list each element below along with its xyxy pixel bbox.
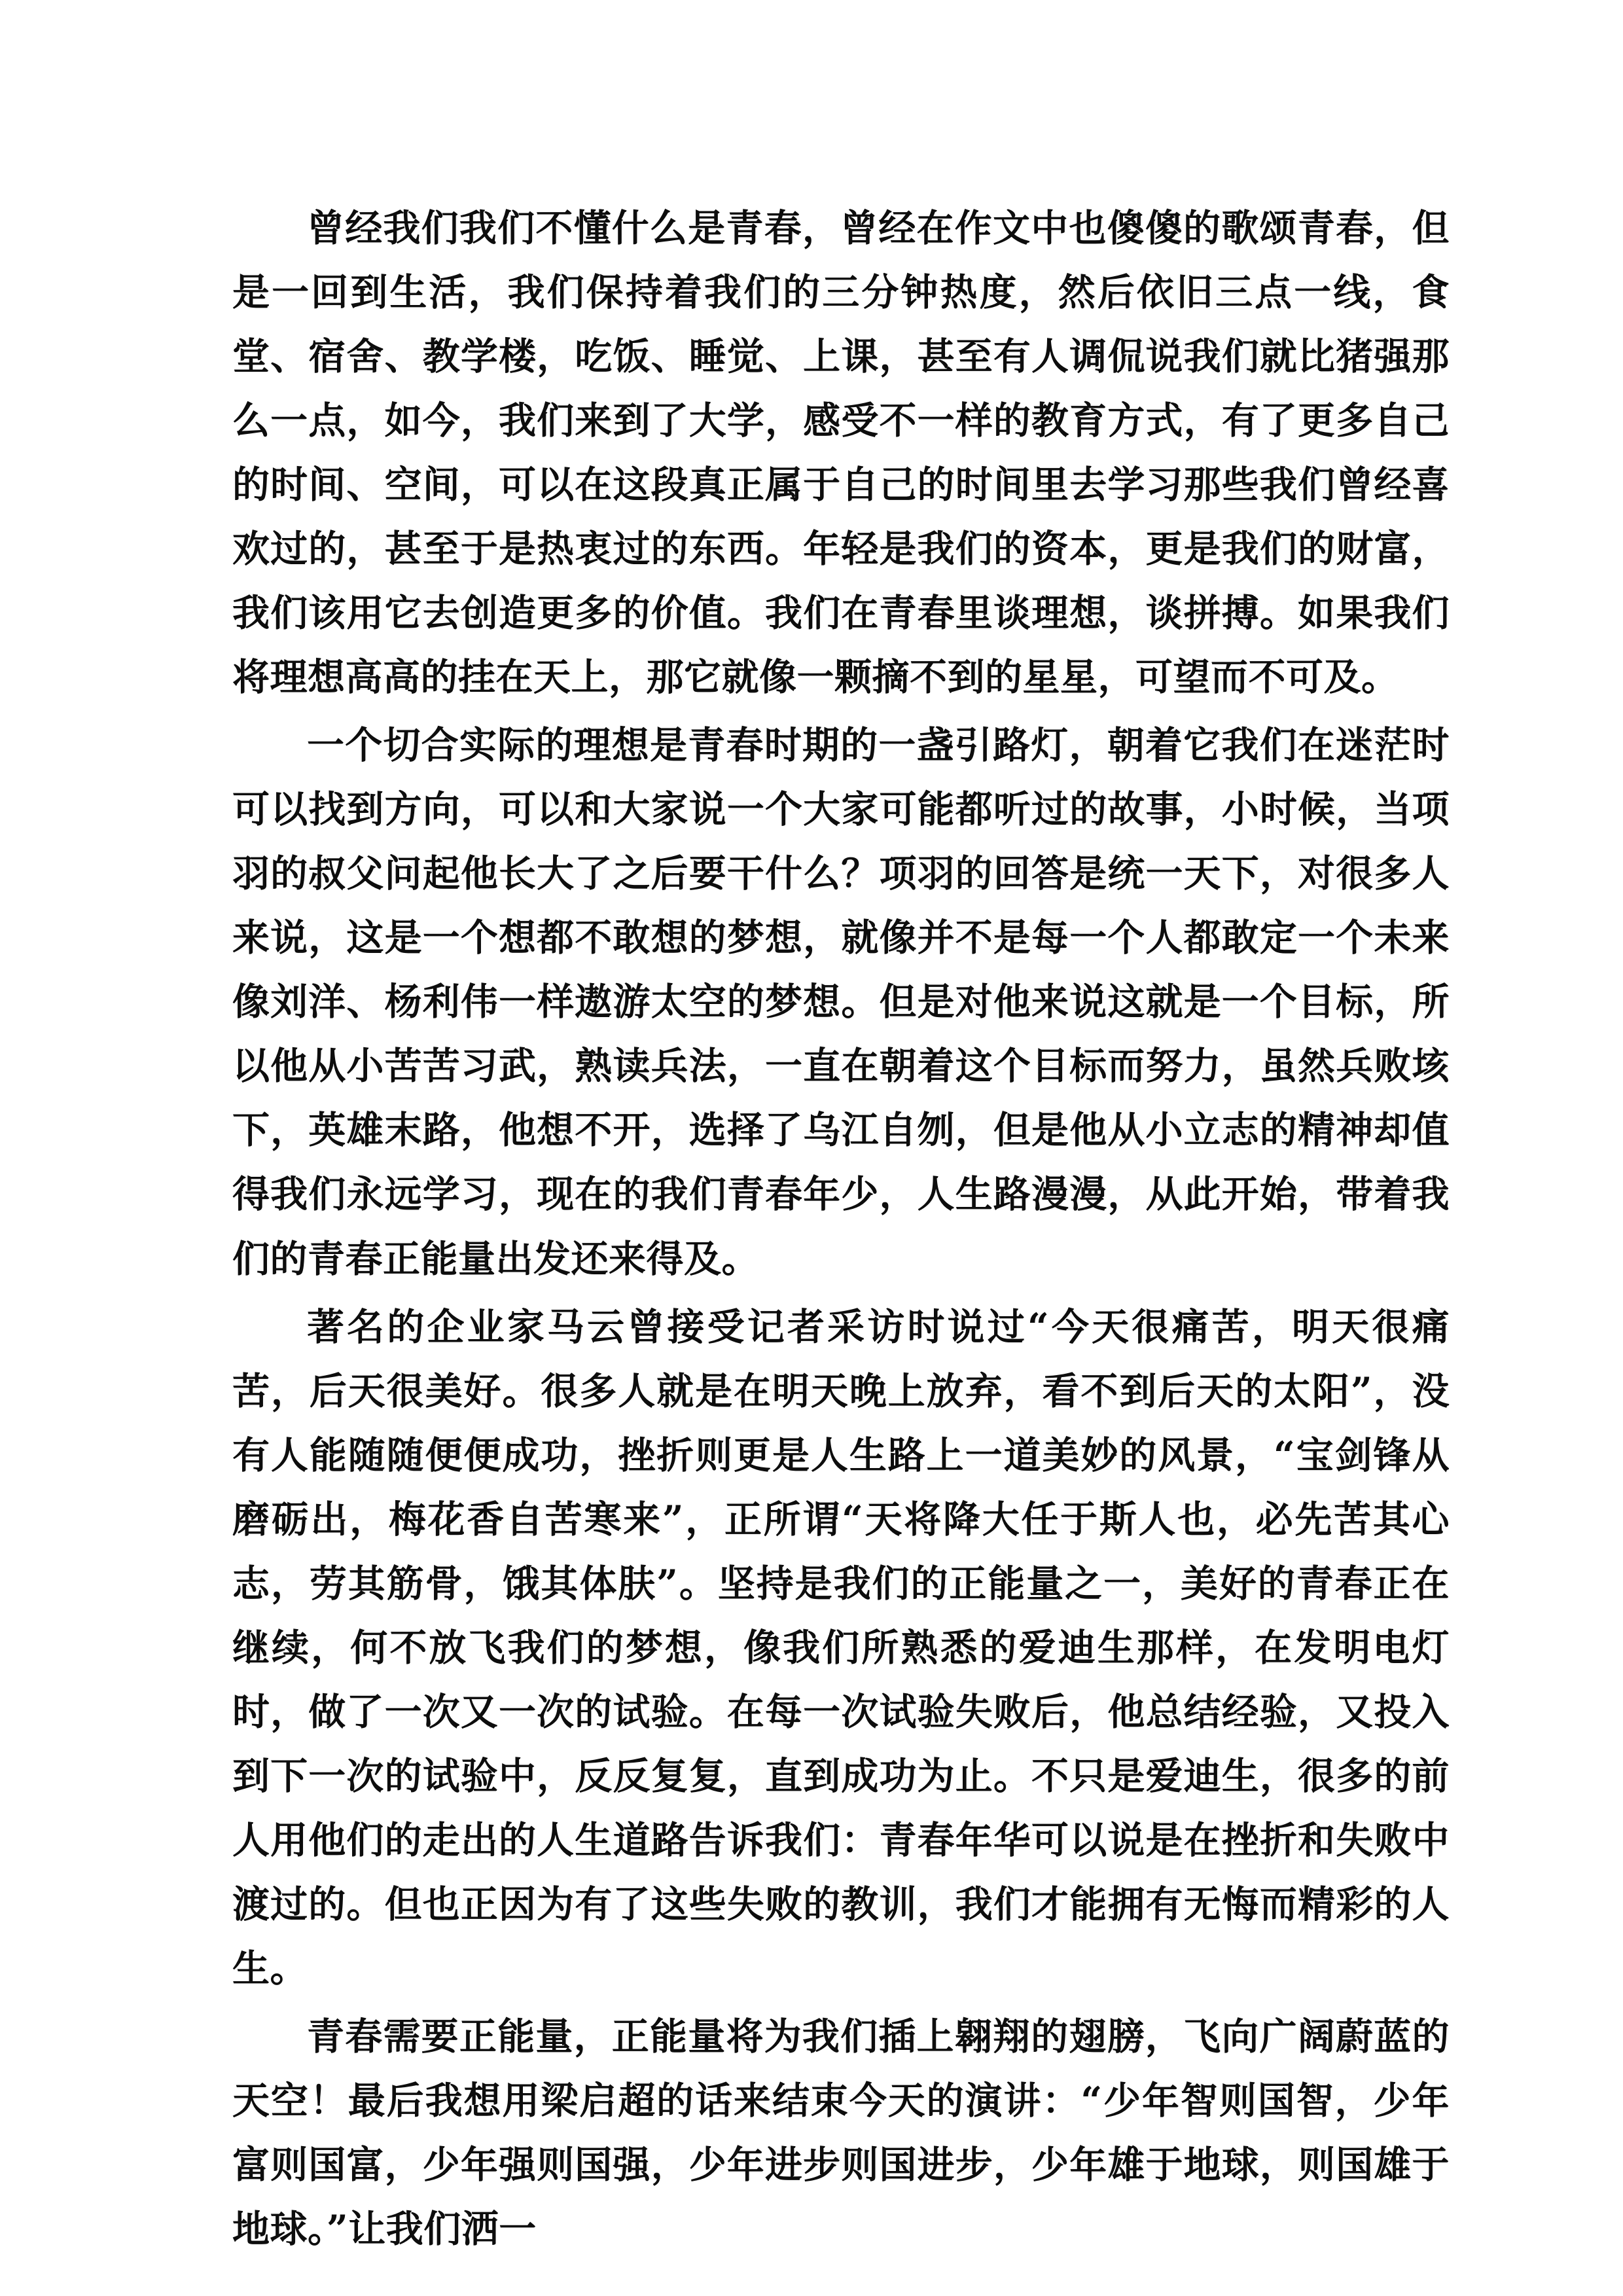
paragraph: 一个切合实际的理想是青春时期的一盏引路灯，朝着它我们在迷茫时可以找到方向，可以和大家说一个大家可能都听过的故事，小时候，当项羽的叔父问起他长大了之后要干什么？项羽的回答是统一天下，对很多人来说，这是一个想都不敢想的梦想，就像并不是每一个人都敢定一个未来像刘洋、杨利伟一样遨游太空的梦想。但是对他来说这就是一个目标，所以他从小苦苦习武，熟读兵法，一直在朝着这个目标而努力，虽然兵败垓下，英雄末路，他想不开，选择了乌江自刎，但是他从小立志的精神却值得我们永远学习，现在的我们青春年少，人生路漫漫，从此开始，带着我们的青春正能量出发还来得及。 — [232, 723, 1450, 1281]
paragraph: 著名的企业家马云曾接受记者采访时说过“今天很痛苦，明天很痛苦，后天很美好。很多人就是在明天晚上放弃，看不到后天的太阳”，没有人能随随便便成功，挫折则更是人生路上一道美妙的风景，“宝剑锋从磨砺出，梅花香自苦寒来”，正所谓“天将降大任于斯人也，必先苦其心志，劳其筋骨，饿其体肤”。坚持是我们的正能量之一，美好的青春正在继续，何不放飞我们的梦想，像我们所熟悉的爱迪生那样，在发明电灯时，做了一次又一次的试验。在每一次试验失败后，他总结经验，又投入到下一次的试验中，反反复复，直到成功为止。不只是爱迪生，很多的前人用他们的走出的人生道路告诉我们：青春年华可以说是在挫折和失败中渡过的。但也正因为有了这些失败的教训，我们才能拥有无悔而精彩的人生。 — [232, 1304, 1450, 1990]
document-body — [232, 196, 1450, 2261]
paragraph: 青春需要正能量，正能量将为我们插上翱翔的翅膀，飞向广阔蔚蓝的天空！最后我想用梁启超的话来结束今天的演讲：“少年智则国智，少年富则国富，少年强则国强，少年进步则国进步，少年雄于地球，则国雄于地球。”让我们洒一 — [232, 2014, 1450, 2251]
paragraph: 曾经我们我们不懂什么是青春，曾经在作文中也傻傻的歌颂青春，但是一回到生活，我们保持着我们的三分钟热度，然后依旧三点一线，食堂、宿舍、教学楼，吃饭、睡觉、上课，甚至有人调侃说我们就比猪强那么一点，如今，我们来到了大学，感受不一样的教育方式，有了更多自己的时间、空间，可以在这段真正属于自己的时间里去学习那些我们曾经喜欢过的，甚至于是热衷过的东西。年轻是我们的资本，更是我们的财富，我们该用它去创造更多的价值。我们在青春里谈理想，谈拼搏。如果我们将理想高高的挂在天上，那它就像一颗摘不到的星星，可望而不可及。 — [232, 206, 1450, 700]
